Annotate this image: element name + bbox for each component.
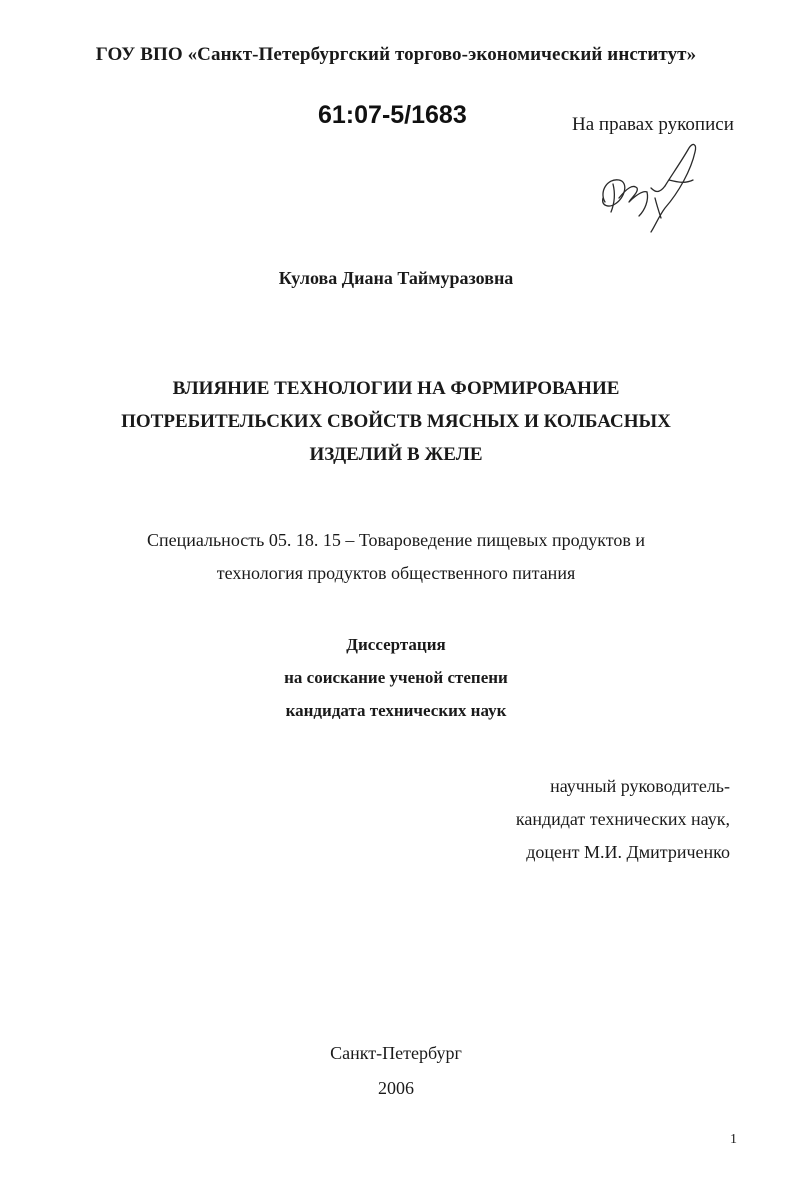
supervisor <box>516 770 730 869</box>
supervisor-line: научный руководитель- <box>550 776 730 796</box>
supervisor-line: доцент М.И. Дмитриченко <box>526 842 730 862</box>
specialty <box>0 524 792 590</box>
dissertation-degree <box>0 628 792 727</box>
dissertation-line: кандидата технических наук <box>285 701 507 720</box>
handwritten-signature <box>585 140 715 235</box>
page-number: 1 <box>730 1132 737 1147</box>
author-name: Кулова Диана Таймуразовна <box>278 268 514 288</box>
dissertation-line: на соискание ученой степени <box>284 668 508 687</box>
rights-notice: На правах рукописи <box>572 114 734 135</box>
thesis-title <box>0 372 792 471</box>
specialty-line: Специальность 05. 18. 15 – Товароведение пищевых продуктов и <box>146 530 646 550</box>
city: Санкт-Петербург <box>330 1043 462 1063</box>
specialty-line: технология продуктов общественного питания <box>216 563 576 583</box>
title-line: ИЗДЕЛИЙ В ЖЕЛЕ <box>309 444 483 465</box>
title-line: ПОТРЕБИТЕЛЬСКИХ СВОЙСТВ МЯСНЫХ И КОЛБАСНЫХ <box>121 411 671 432</box>
catalog-code: 61:07-5/1683 <box>318 101 467 129</box>
supervisor-line: кандидат технических наук, <box>515 809 730 829</box>
dissertation-line: Диссертация <box>346 635 446 654</box>
year: 2006 <box>378 1078 414 1098</box>
title-line: ВЛИЯНИЕ ТЕХНОЛОГИИ НА ФОРМИРОВАНИЕ <box>172 378 620 399</box>
institution-name: ГОУ ВПО «Санкт-Петербургский торгово-экономический институт» <box>95 44 697 65</box>
